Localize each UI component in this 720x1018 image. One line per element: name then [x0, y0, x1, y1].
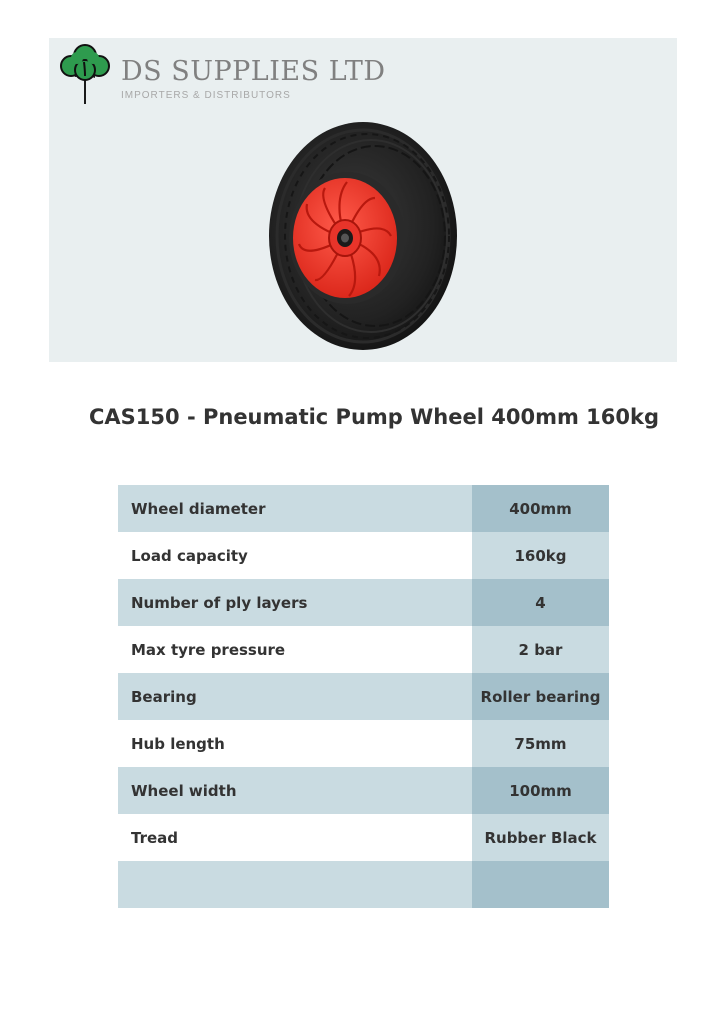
brand-tagline: IMPORTERS & DISTRIBUTORS — [121, 90, 291, 101]
table-row — [118, 485, 609, 532]
spec-value — [472, 861, 609, 908]
spec-value: 160kg — [472, 532, 609, 579]
spec-value: 75mm — [472, 720, 609, 767]
wheel-icon — [263, 120, 463, 352]
spec-label: Number of ply layers — [118, 579, 472, 626]
table-row — [118, 767, 609, 814]
tree-icon — [57, 42, 113, 106]
product-hero — [49, 38, 677, 362]
spec-value: Roller bearing — [472, 673, 609, 720]
brand-name: DS SUPPLIES LTD — [121, 56, 386, 87]
spec-label — [118, 861, 472, 908]
spec-value: Rubber Black — [472, 814, 609, 861]
spec-label: Bearing — [118, 673, 472, 720]
spec-value: 4 — [472, 579, 609, 626]
spec-label: Load capacity — [118, 532, 472, 579]
spec-label: Wheel diameter — [118, 485, 472, 532]
spec-value: 100mm — [472, 767, 609, 814]
table-row — [118, 579, 609, 626]
table-row — [118, 532, 609, 579]
spec-table — [118, 485, 609, 908]
product-title: CAS150 - Pneumatic Pump Wheel 400mm 160kg — [89, 405, 659, 429]
spec-label: Max tyre pressure — [118, 626, 472, 673]
spec-label: Hub length — [118, 720, 472, 767]
spec-value: 400mm — [472, 485, 609, 532]
table-row — [118, 720, 609, 767]
spec-label: Wheel width — [118, 767, 472, 814]
spec-value: 2 bar — [472, 626, 609, 673]
spec-label: Tread — [118, 814, 472, 861]
table-row — [118, 861, 609, 908]
table-row — [118, 626, 609, 673]
table-row — [118, 673, 609, 720]
table-row — [118, 814, 609, 861]
